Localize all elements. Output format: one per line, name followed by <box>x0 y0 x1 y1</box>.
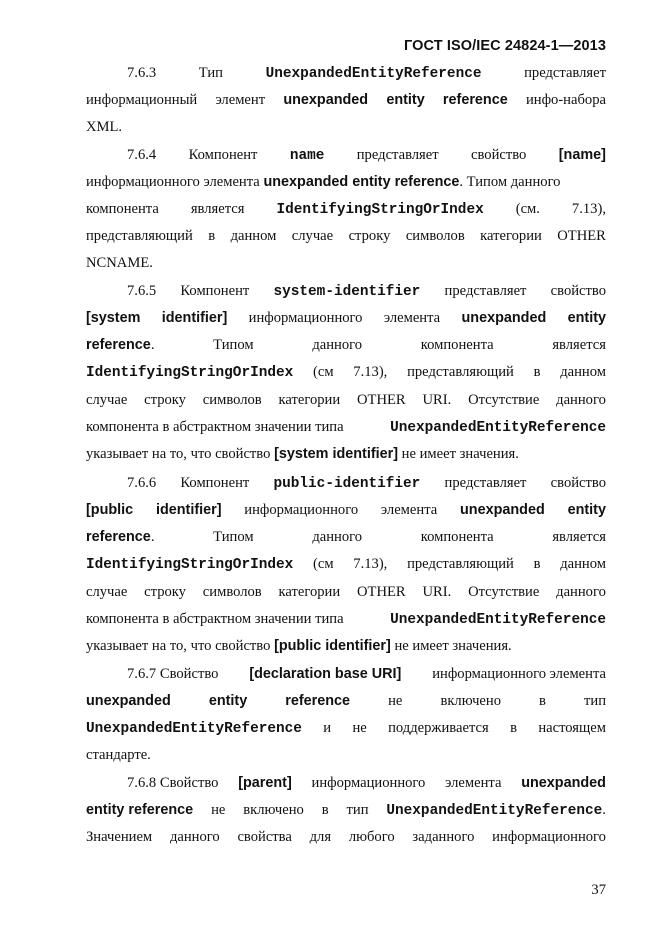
property-term: [system identifier] <box>274 446 399 462</box>
text-line <box>86 361 606 383</box>
text-line <box>86 252 606 274</box>
clause-number-7-6-4: 7.6.4 <box>127 147 157 163</box>
text-line <box>86 772 606 794</box>
word: данного <box>556 584 606 600</box>
word: указывает на то, что свойство <box>86 446 271 462</box>
word: информационного <box>492 829 606 845</box>
word: не <box>352 720 367 736</box>
word: строку <box>144 584 186 600</box>
text-line <box>86 280 606 302</box>
term: unexpanded <box>283 92 369 108</box>
word: (см <box>312 364 334 380</box>
word: строку <box>144 392 186 408</box>
word: элемент <box>215 92 266 108</box>
text-line <box>86 717 606 739</box>
word: . Типом данного <box>459 174 561 190</box>
term: entity <box>208 693 248 709</box>
property-term: [parent] <box>238 775 292 791</box>
code-term: system-identifier <box>273 284 421 300</box>
term: reference <box>86 337 151 353</box>
word: является <box>190 201 245 217</box>
word: стандарте. <box>86 747 151 763</box>
term: reference <box>442 92 508 108</box>
word: Компонент <box>180 475 250 491</box>
word: OTHER <box>356 584 406 600</box>
page-number: 37 <box>591 882 606 898</box>
term: entity <box>386 92 425 108</box>
word: Типом <box>213 529 254 545</box>
clause-number-7-6-5: 7.6.5 <box>127 283 157 299</box>
word: 7.13), <box>571 201 606 217</box>
word: Отсутствие <box>468 392 540 408</box>
word: Значением <box>86 829 153 845</box>
property-term: [public <box>86 502 134 518</box>
text-line <box>86 89 606 111</box>
word: представляет <box>356 147 439 163</box>
word: свойство <box>471 147 527 163</box>
word: компонента <box>420 529 494 545</box>
word: случае <box>291 228 334 244</box>
text-line <box>86 307 606 329</box>
word: в <box>539 693 546 709</box>
word: для <box>309 829 332 845</box>
text-line <box>86 635 606 657</box>
text-line <box>86 744 606 766</box>
code-term: IdentifyingStringOrIndex <box>86 557 294 573</box>
property-term: [declaration base URI] <box>249 666 402 682</box>
text-line <box>86 171 606 193</box>
property-term: identifier] <box>161 310 228 326</box>
text-line <box>86 663 606 685</box>
word: представляющий <box>86 228 193 244</box>
word: представляет <box>444 475 527 491</box>
code-term: public-identifier <box>273 476 421 492</box>
word: случае <box>86 392 128 408</box>
code-term: UnexpandedEntityReference <box>386 803 603 819</box>
text-line: entity reference не включено в тип UnexpandedEntityReference. <box>86 799 606 821</box>
term: unexpanded <box>461 310 547 326</box>
word: элемента <box>380 502 438 518</box>
word: URI. <box>422 392 452 408</box>
text-line <box>86 389 606 411</box>
clause-number-7-6-6: 7.6.6 <box>127 475 157 491</box>
word: представляет <box>524 65 606 81</box>
term: reference <box>86 529 151 545</box>
word: данного <box>312 337 363 353</box>
code-term: IdentifyingStringOrIndex <box>86 365 294 381</box>
property-term: identifier] <box>155 502 222 518</box>
clause-number-7-6-3: 7.6.3 <box>127 65 157 81</box>
standard-header: ГОСТ ISO/IEC 24824-1—2013 <box>404 38 606 54</box>
text-line <box>86 443 606 465</box>
term: entity reference <box>86 802 194 818</box>
word: URI. <box>422 584 452 600</box>
word: Компонент <box>180 283 250 299</box>
code-term: UnexpandedEntityReference <box>390 420 606 436</box>
word: категории <box>480 228 542 244</box>
text-line: reference. Типом данного компонента является <box>86 334 606 356</box>
text-line <box>86 472 606 494</box>
word: информационный <box>86 92 198 108</box>
word: не <box>388 693 403 709</box>
word: данном <box>560 556 606 572</box>
word: свойство <box>550 475 606 491</box>
word: XML. <box>86 119 123 135</box>
word: информационного элемента <box>432 666 606 682</box>
word: информационного <box>244 502 359 518</box>
term: entity <box>567 310 606 326</box>
property-term: [system <box>86 310 141 326</box>
word: настоящем <box>538 720 606 736</box>
word: OTHER <box>557 228 606 244</box>
property-term: [name] <box>558 147 606 163</box>
clause-number-7-6-8: 7.6.8 Свойство <box>127 775 219 791</box>
clause-number-7-6-7: 7.6.7 Свойство <box>127 666 219 682</box>
term: unexpanded <box>86 693 171 709</box>
text-line <box>86 690 606 712</box>
text-line <box>86 225 606 247</box>
term: reference <box>285 693 351 709</box>
word: Тип <box>198 65 223 81</box>
text-line: reference. Типом данного компонента является <box>86 526 606 548</box>
word: строку <box>348 228 391 244</box>
text-line <box>86 499 606 521</box>
text-line <box>86 198 606 220</box>
word: инфо-набора <box>525 92 606 108</box>
text-line <box>86 416 606 438</box>
word: заданного <box>412 829 475 845</box>
word: не <box>211 802 226 818</box>
word: случае <box>86 584 128 600</box>
word: не имеет значения. <box>394 638 512 654</box>
word: NCNAME. <box>86 255 153 271</box>
word: является <box>552 337 606 353</box>
word: категории <box>278 392 341 408</box>
code-term: UnexpandedEntityReference <box>390 612 606 628</box>
word: указывает на то, что свойство <box>86 638 271 654</box>
term: unexpanded <box>460 502 545 518</box>
word: не имеет значения. <box>401 446 519 462</box>
word: символов <box>405 228 465 244</box>
word: представляющий <box>407 556 514 572</box>
word: символов <box>202 392 262 408</box>
word: 7.13), <box>353 364 388 380</box>
word: включено <box>440 693 501 709</box>
word: (см <box>312 556 334 572</box>
word: данного <box>312 529 363 545</box>
code-term: name <box>289 148 325 164</box>
word: категории <box>278 584 341 600</box>
word: информационного <box>248 310 363 326</box>
text-line <box>86 116 606 138</box>
word: в <box>208 228 216 244</box>
word: данном <box>560 364 606 380</box>
word: данного <box>556 392 606 408</box>
word: Типом <box>213 337 254 353</box>
word: представляет <box>444 283 527 299</box>
word: является <box>552 529 606 545</box>
text-line <box>86 553 606 575</box>
word: в <box>321 802 329 818</box>
term: entity <box>567 502 606 518</box>
word: свойство <box>550 283 606 299</box>
word: компонента <box>420 337 494 353</box>
word: компонента в абстрактном значении типа <box>86 611 344 627</box>
term: unexpanded entity reference <box>263 174 460 190</box>
code-term: IdentifyingStringOrIndex <box>276 202 484 218</box>
word: поддерживается <box>388 720 489 736</box>
word: Компонент <box>188 147 258 163</box>
word: информационного элемента <box>86 174 260 190</box>
word: данного <box>169 829 220 845</box>
word: тип <box>584 693 606 709</box>
word: компонента в абстрактном значении типа <box>86 419 344 435</box>
word: представляющий <box>407 364 514 380</box>
property-term: [public identifier] <box>274 638 391 654</box>
word: в <box>533 364 541 380</box>
text-line <box>86 581 606 603</box>
word: и <box>323 720 332 736</box>
text-line <box>86 608 606 630</box>
word: элемента <box>383 310 441 326</box>
word: тип <box>346 802 369 818</box>
word: включено <box>243 802 304 818</box>
text-line <box>86 62 606 84</box>
code-term: UnexpandedEntityReference <box>265 66 482 82</box>
text-line <box>86 144 606 166</box>
code-term: UnexpandedEntityReference <box>86 721 302 737</box>
word: в <box>533 556 541 572</box>
term: unexpanded <box>521 775 606 791</box>
word: Отсутствие <box>468 584 540 600</box>
word: символов <box>202 584 262 600</box>
word: в <box>510 720 517 736</box>
word: OTHER <box>356 392 406 408</box>
word: данном <box>230 228 277 244</box>
word: компонента <box>86 201 159 217</box>
word: (см. <box>515 201 540 217</box>
word: любого <box>348 829 395 845</box>
word: элемента <box>445 775 502 791</box>
text-line <box>86 826 606 848</box>
word: информационного <box>311 775 426 791</box>
word: 7.13), <box>353 556 388 572</box>
word: свойства <box>237 829 292 845</box>
